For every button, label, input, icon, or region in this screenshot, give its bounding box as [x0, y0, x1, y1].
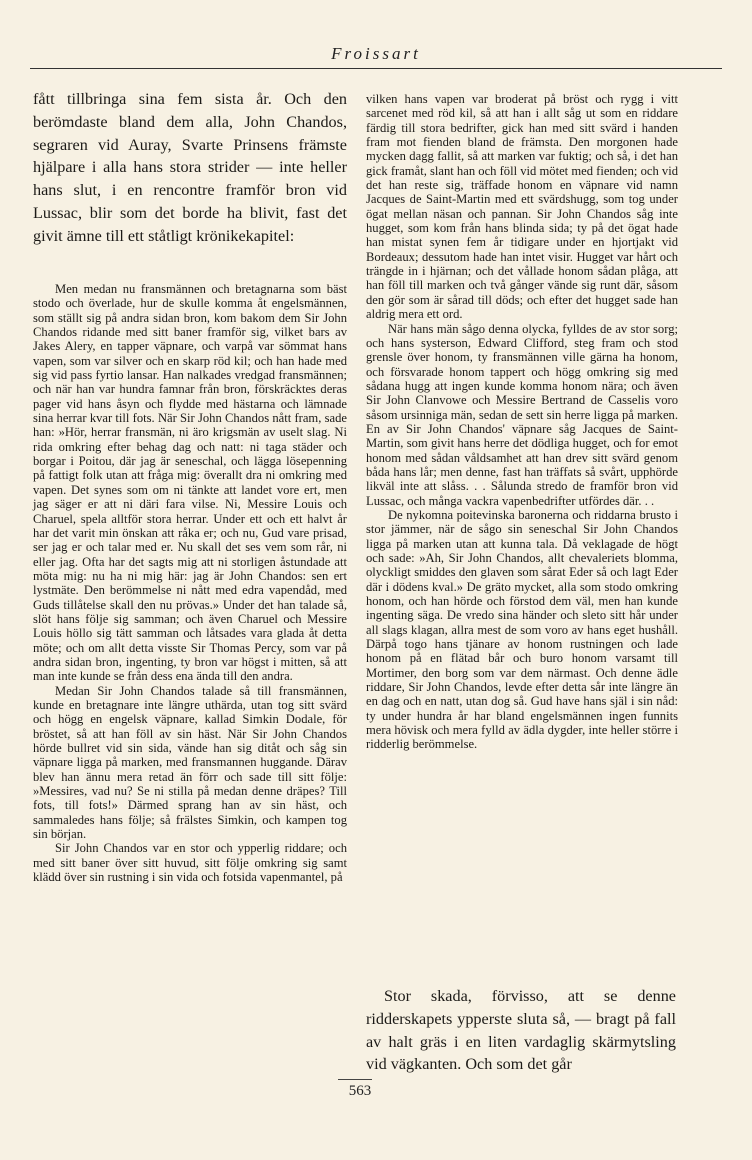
right-paragraph-2: När hans män sågo denna olycka, fylldes de av stor sorg; och hans systerson, Edward Clifford, steg fram och stod grensle över honom, ty fransmännen ville gärna ha honom, och försvarade honom tappert och högg omkring sig med sådana hugg att ingen kunde komma honom nära; och även Sir John Clanvowe och Messire Bertrand de Casselis voro såsom ursinniga män, sedan de sett sin herre ligga på marken. En av Sir John Chandos' väpnare såg Jacques de Saint-Martin, som givit hans herre det dödliga hugget, och for emot honom med sådan våldsamhet att han drev sitt svärd genom båda hans lår; men denne, fast han träffats så svårt, upphörde likväl inte att slåss. . . Sålunda stredo de framför bron vid Lussac, och många vackra vapenbedrifter utfördes där. . . — [366, 321, 678, 508]
right-quote-block — [366, 92, 678, 752]
header-rule — [30, 68, 722, 69]
left-quote-block — [33, 282, 347, 884]
running-title: Froissart — [331, 44, 421, 63]
intro-paragraph: fått tillbringa sina fem sista år. Och den berömdaste bland dem alla, John Chandos, segraren vid Auray, Svarte Prinsens främste hjälpare i alla hans stora strider — inte heller hans slut, i en rencontre framför bron vid Lussac, blir som det borde ha blivit, fast det givit ämne till ett ståtligt krönikekapitel: — [33, 90, 347, 245]
left-intro-block — [33, 88, 347, 248]
right-closing-block — [366, 985, 676, 1076]
page-number: 563 — [348, 1083, 372, 1099]
closing-paragraph: Stor skada, förvisso, att se denne ridderskapets ypperste sluta så, — bragt på fall av halt gräs i en liten vardaglig skärmytsling vid vägkanten. Och som det går — [366, 987, 676, 1074]
quote-paragraph-1: Men medan nu fransmännen och bretagnarna som bäst stodo och överlade, hur de skulle komma åt engelsmännen, som ställt sig på andra sidan bron, kom bakom dem Sir John Chandos ridande med sitt baner framför sig, vilket bars av Jakes Alery, en tapper väpnare, och varpå var sömmat hans vapen, som var silver och en skarp röd kil; och han hade med sig vid pass fyrtio lansar. Han nalkades vredgad fransmännen; och när han var hundra famnar från bron, förskräcktes deras pager vid hans åsyn och flydde med hästarna och lämnade sina herrar kvar till fots. När Sir John Chandos nått fram, sade han: »Hör, herrar fransmän, ni äro krigsmän av uselt slag. Ni rida omkring efter behag dag och natt: ni taga städer och borgar i Poitou, där jag är seneschal, och lägga lösepenning på fattigt folk utan att fråga mig: överallt dra ni omkring med vapen. Det synes som om ni tänkte att landet vore ert, men jag säger er att ni däri fara vilse. Ni, Messire Louis och Charuel, spela alltför stora herrar. Under ett och ett halvt år har det varit min önskan att råka er; och nu, Gud vare prisad, ser jag er och talar med er. Nu skall det ses vem som rår, ni eller jag. Ofta har det sagts mig att ni storligen åstundade att möta mig: nu ha ni mig här: jag är John Chandos: sen ert lystmäte. Den berömmelse ni nått med edra vapendåd, med Guds tillåtelse skall den nu prövas.» Under det han talade så, slöt hans följe sig samman; och även Charuel och Messire Louis höllo sig tätt samman och låtsades vara glada åt detta möte; och om allt detta visste Sir Thomas Percy, som var på andra sidan bron, ingenting, ty bron var högst i mitten, så att man inte kunde se från dess ena ända till den andra. — [33, 282, 347, 684]
right-paragraph-3: De nykomna poitevinska baronerna och riddarna brusto i stor jämmer, när de sågo sin seneschal Sir John Chandos ligga på marken utan att kunna tala. Då veklagade de högt och sade: »Ah, Sir John Chandos, allt chevaleriets blomma, olyckligt smiddes den glaven som sårat Eder så och lagt Eder där i dödens kval.» De gräto mycket, alla som stodo omkring honom, och han hörde och förstod dem väl, men han kunde ingenting säga. De vredo sina händer och sleto sitt hår under all slags klagan, allra mest de som voro av hans eget hushåll. Därpå togo hans tjänare av honom rustningen och lade honom på en flätad bår och buro honom varsamt till Mortimer, den borg som var dem närmast. Och denne ädle riddare, Sir John Chandos, levde efter detta sår inte längre än en dag och en natt, utan dog så. Gud have hans själ i sin nåd: ty under hundra år har bland engelsmännen ingen funnits mera hövisk och mera fylld av ädla dygder, inte heller större i ridderlig berömmelse. — [366, 507, 678, 752]
quote-paragraph-2: Medan Sir John Chandos talade så till fransmännen, kunde en bretagnare inte längre uthärda, utan tog sitt svärd och högg en engelsk väpnare, kallad Simkin Dodale, för bröstet, så att han föll av sin häst. När Sir John Chandos hörde bullret vid sin sida, vände han sig ditåt och såg sin väpnare ligga på marken, med fransmannen huggande. Därav blev han ännu mera retad än förr och sade till sitt följe: »Messires, vad nu? Se ni stilla på medan denne dräpes? Till fots, till fots!» Därmed sprang han av sin häst, och sammaledes hans följe; så frälstes Simkin, och kampen tog sin början. — [33, 683, 347, 842]
quote-paragraph-3: Sir John Chandos var en stor och ypperlig riddare; och med sitt baner över sitt huvud, sitt följe omkring sig samt klädd över sin rustning i sin vida och fotsida vapenmantel, på — [33, 841, 347, 885]
page-number-rule — [338, 1079, 372, 1080]
right-paragraph-1: vilken hans vapen var broderat på bröst och rygg i vitt sarcenet med röd kil, så att han i allt såg ut som en riddare färdig till stora bedrifter, gick han med sitt svärd i handen fram mot fienden bland de främsta. Den morgonen hade mycken dagg fallit, så att marken var fuktig; och så, i det han gick framåt, slant han och föll vid mötet med fienden; och vid det han reste sig, träffade honom en väpnare vid namn Jacques de Saint-Martin med ett svärdshugg, som tog under ögat mellan näsan och pannan. Sir John Chandos såg inte hugget, som kom från hans blinda sida; ty på det ögat hade han mistat synen fem år tidigare under en hjortjakt vid Bordeaux; dessutom hade han intet visir. Hugget var hårt och trängde in i hjärnan; och det vållade honom sådan plåga, att han föll till marken och två gånger vände sig runt där, såsom den gör som är sårad till döds; och efter det hugget sade han aldrig mera ett ord. — [366, 92, 678, 322]
